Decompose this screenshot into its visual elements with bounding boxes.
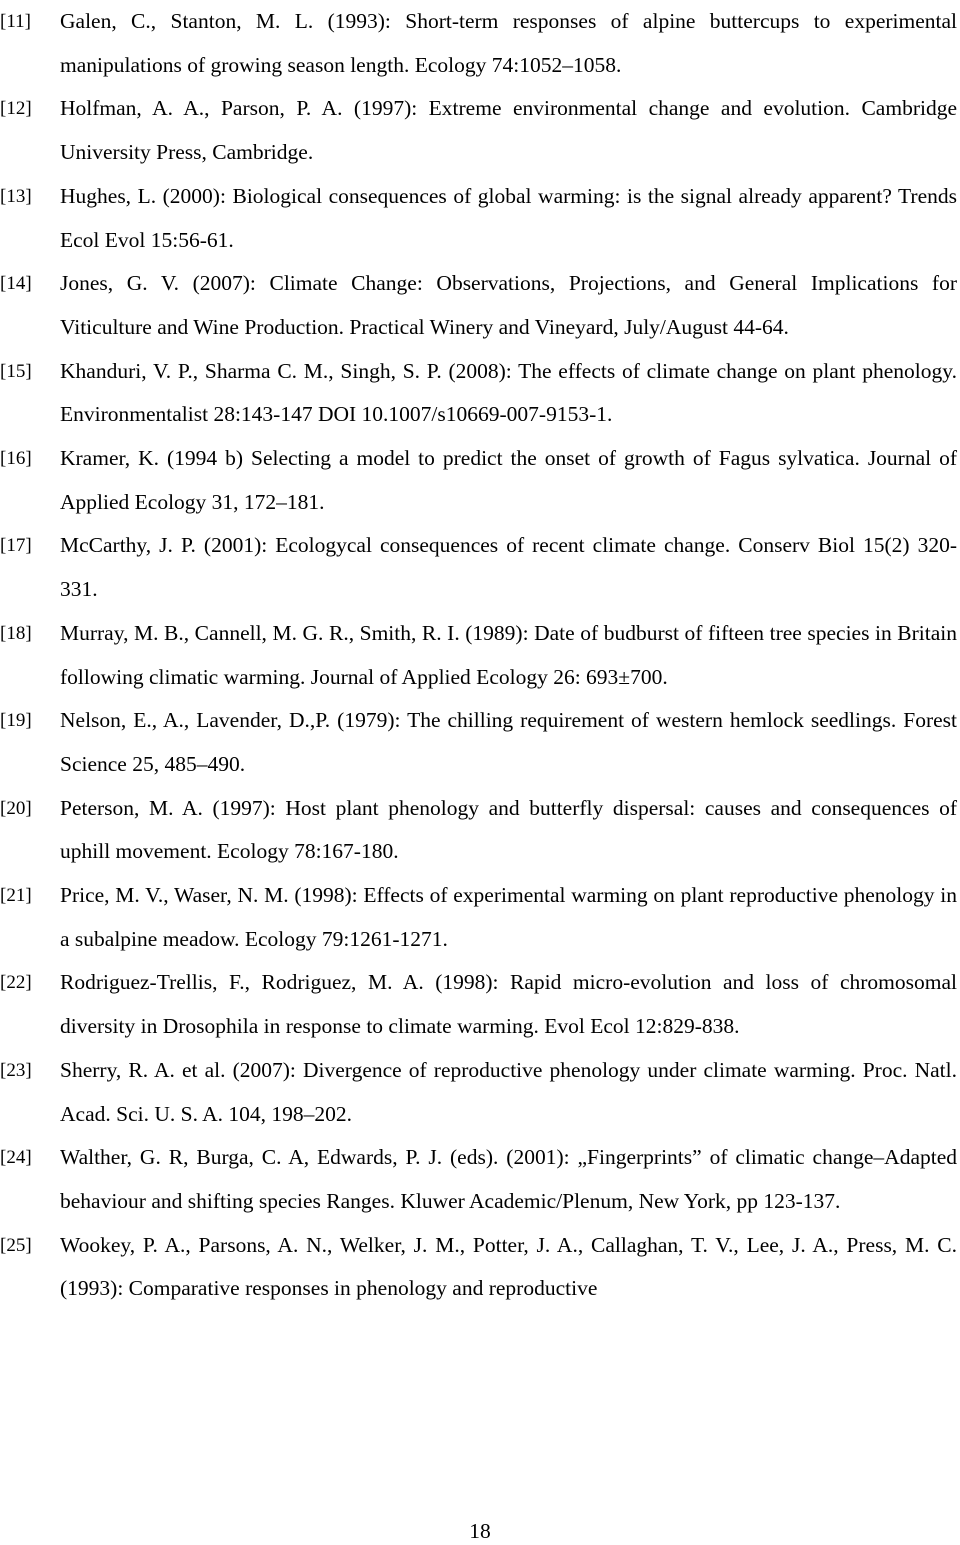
reference-item [0,524,957,611]
reference-text: Nelson, E., A., Lavender, D.,P. (1979): The chilling requirement of western hemlock seedlings. Forest Science 25, 485–490. [60,708,957,776]
reference-text: Hughes, L. (2000): Biological consequences of global warming: is the signal already apparent? Trends Ecol Evol 15:56-61. [60,183,957,252]
reference-item [0,262,957,349]
reference-text: Wookey, P. A., Parsons, A. N., Welker, J. M., Potter, J. A., Callaghan, T. V., Lee, J. A., Press, M. C. (1993): Comparative responses in phenology and reproductive [60,1232,957,1301]
reference-number: [19] [0,710,32,732]
reference-number: [18] [0,622,32,644]
reference-item [0,87,957,174]
reference-item [0,699,957,786]
reference-number: [21] [0,885,32,907]
reference-number: [22] [0,972,32,994]
reference-item [0,612,957,699]
reference-text: Holfman, A. A., Parson, P. A. (1997): Extreme environmental change and evolution. Cambridge University Press, Cambridge. [60,96,957,165]
reference-item [0,1136,957,1223]
reference-number: [11] [0,11,31,32]
reference-item [0,350,957,437]
reference-number: [14] [0,273,32,295]
reference-number: [12] [0,98,32,120]
reference-item [0,1224,957,1311]
reference-text: Jones, G. V. (2007): Climate Change: Observations, Projections, and General Implications for Viticulture and Wine Production. Practical Winery and Vineyard, July/August 44-64. [60,271,957,339]
reference-number: [15] [0,360,32,382]
reference-number: [13] [0,185,32,207]
reference-text: Rodriguez-Trellis, F., Rodriguez, M. A. (1998): Rapid micro-evolution and loss of chromosomal diversity in Drosophila in response to climate warming. Evol Ecol 12:829-838. [60,970,957,1039]
reference-item [0,1049,957,1136]
reference-item [0,0,957,87]
reference-text: Sherry, R. A. et al. (2007): Divergence of reproductive phenology under climate warming. Proc. Natl. Acad. Sci. U. S. A. 104, 198–202. [60,1057,957,1126]
reference-item [0,787,957,874]
reference-text: Kramer, K. (1994 b) Selecting a model to predict the onset of growth of Fagus sylvatica. Journal of Applied Ecology 31, 172–181. [60,446,957,514]
reference-text: Price, M. V., Waser, N. M. (1998): Effects of experimental warming on plant reproductive phenology in a subalpine meadow. Ecology 79:1261-1271. [60,883,957,951]
reference-number: [16] [0,448,32,470]
reference-number: [24] [0,1147,32,1169]
reference-number: [23] [0,1059,32,1081]
reference-text: Khanduri, V. P., Sharma C. M., Singh, S. P. (2008): The effects of climate change on plant phenology. Environmentalist 28:143-147 DOI 10.1007/s10669-007-9153-1. [60,358,957,427]
page-number: 18 [469,1519,491,1543]
reference-text: Peterson, M. A. (1997): Host plant phenology and butterfly dispersal: causes and consequences of uphill movement. Ecology 78:167-180. [60,795,957,864]
reference-item [0,874,957,961]
reference-item [0,175,957,262]
reference-number: [25] [0,1234,32,1256]
reference-text: Walther, G. R, Burga, C. A, Edwards, P. J. (eds). (2001): „Fingerprints” of climatic change–Adapted behaviour and shifting species Ranges. Kluwer Academic/Plenum, New York, pp 123-137. [60,1145,957,1213]
reference-item [0,961,957,1048]
reference-item [0,437,957,524]
reference-text: McCarthy, J. P. (2001): Ecologycal consequences of recent climate change. Conserv Biol 15(2) 320-331. [60,533,957,602]
reference-text: Galen, C., Stanton, M. L. (1993): Short-term responses of alpine buttercups to experimental manipulations of growing season length. Ecology 74:1052–1058. [60,9,957,77]
reference-number: [17] [0,535,32,557]
reference-number: [20] [0,797,32,819]
reference-text: Murray, M. B., Cannell, M. G. R., Smith, R. I. (1989): Date of budburst of fifteen tree species in Britain following climatic warming. Journal of Applied Ecology 26: 693±700. [60,620,957,689]
